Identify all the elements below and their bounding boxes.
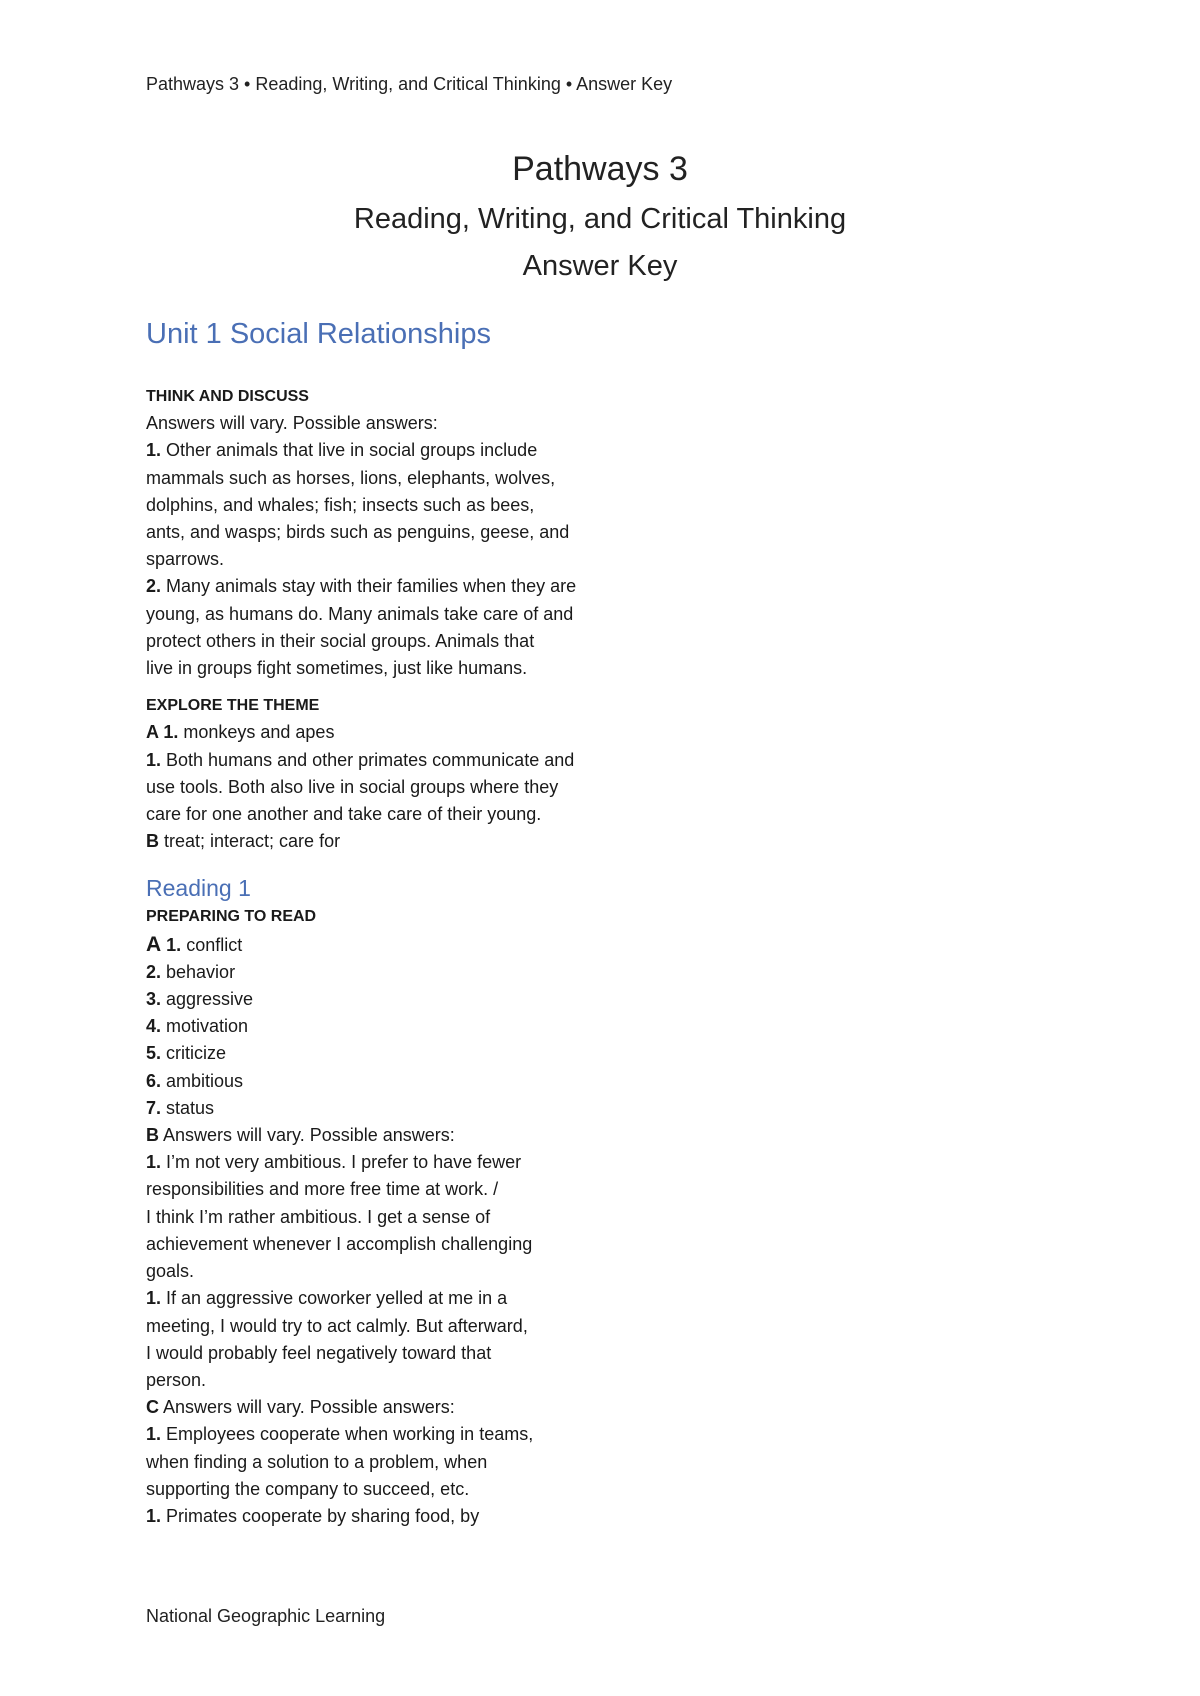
answer-line: achievement whenever I accomplish challenging <box>146 1233 533 1254</box>
reading-1-heading: Reading 1 <box>146 875 251 902</box>
answer-line <box>146 719 666 746</box>
document-title: Pathways 3 <box>512 150 688 188</box>
vocab-item <box>146 1040 666 1067</box>
answer-line: care for one another and take care of their young. <box>146 804 542 825</box>
item-label: A <box>146 932 162 956</box>
answer-line: I think I’m rather ambitious. I get a sense of <box>146 1206 491 1227</box>
answer-line: when finding a solution to a problem, when <box>146 1451 488 1472</box>
item-number: 1. <box>146 1288 162 1309</box>
answer-line: ants, and wasps; birds such as penguins, geese, and <box>146 522 570 543</box>
item-label: A 1. <box>146 722 179 743</box>
answer-text: Employees cooperate when working in teams, <box>161 1424 534 1445</box>
answer-line: live in groups fight sometimes, just like humans. <box>146 658 528 679</box>
answer-text: Many animals stay with their families when they are <box>161 576 577 597</box>
answer-text: I’m not very ambitious. I prefer to have fewer <box>161 1152 522 1173</box>
answer-line: person. <box>146 1369 207 1390</box>
item-number: 1. <box>146 1152 162 1173</box>
answer-line <box>146 1421 666 1448</box>
vocab-item <box>146 1068 666 1095</box>
item-number: 5. <box>146 1043 162 1064</box>
item-number: 1. <box>146 1424 162 1445</box>
spacer <box>146 855 666 865</box>
answer-text: Other animals that live in social groups include <box>161 440 538 461</box>
document-subtitle: Reading, Writing, and Critical Thinking <box>353 203 847 235</box>
item-number: 1. <box>146 1505 162 1526</box>
answer-line: dolphins, and whales; fish; insects such as bees, <box>146 494 535 515</box>
answer-line: meeting, I would try to act calmly. But afterward, <box>146 1315 528 1336</box>
answer-line: protect others in their social groups. Animals that <box>146 630 535 651</box>
item-label: B <box>146 1125 159 1146</box>
unit-heading: Unit 1 Social Relationships <box>146 318 491 350</box>
answer-line: goals. <box>146 1261 195 1282</box>
vocab-word: aggressive <box>161 989 254 1010</box>
document-subtitle-answer-key: Answer Key <box>522 250 678 282</box>
answer-text: treat; interact; care for <box>159 831 341 852</box>
vocab-item <box>146 986 666 1013</box>
item-number: 1. <box>146 440 162 461</box>
item-label: B <box>146 831 159 852</box>
answer-text: conflict <box>181 934 243 955</box>
section-title-think-discuss: THINK AND DISCUSS <box>146 388 309 405</box>
vocab-word: status <box>161 1097 215 1118</box>
answer-content <box>146 383 666 1530</box>
answer-line <box>146 747 666 774</box>
answer-line: responsibilities and more free time at work. / <box>146 1179 499 1200</box>
vocab-word: criticize <box>161 1043 227 1064</box>
answer-text: monkeys and apes <box>178 722 335 743</box>
item-number: 4. <box>146 1016 162 1037</box>
section-title-preparing-to-read: PREPARING TO READ <box>146 908 317 926</box>
answer-line: sparrows. <box>146 549 225 570</box>
answer-line: young, as humans do. Many animals take care of and <box>146 603 574 624</box>
page-footer: National Geographic Learning <box>146 1606 386 1626</box>
item-number: 7. <box>146 1097 162 1118</box>
answer-line <box>146 1285 666 1312</box>
answer-line <box>146 828 666 855</box>
answer-text: Both humans and other primates communicate and <box>161 749 575 770</box>
item-number: 3. <box>146 989 162 1010</box>
answer-line <box>146 437 666 464</box>
item-number: 1. <box>161 934 182 955</box>
vocab-word: motivation <box>161 1016 249 1037</box>
answer-line: use tools. Both also live in social groups where they <box>146 776 559 797</box>
running-header: Pathways 3 • Reading, Writing, and Critical Thinking • Answer Key <box>146 74 673 94</box>
vocab-word: behavior <box>161 961 236 982</box>
answer-line: Answers will vary. Possible answers: <box>146 413 438 434</box>
item-label: C <box>146 1397 159 1418</box>
answer-line <box>146 1503 666 1530</box>
item-number: 6. <box>146 1070 162 1091</box>
answer-line: supporting the company to succeed, etc. <box>146 1478 470 1499</box>
item-number: 1. <box>146 749 162 770</box>
answer-text: Answers will vary. Possible answers: <box>159 1125 455 1146</box>
answer-line <box>146 1394 666 1421</box>
answer-line: mammals such as horses, lions, elephants, wolves, <box>146 467 556 488</box>
vocab-item <box>146 1013 666 1040</box>
answer-text: Answers will vary. Possible answers: <box>159 1397 455 1418</box>
answer-text: Primates cooperate by sharing food, by <box>161 1505 480 1526</box>
answer-line <box>146 573 666 600</box>
vocab-item <box>146 1095 666 1122</box>
answer-text: If an aggressive coworker yelled at me in a <box>161 1288 508 1309</box>
item-number: 2. <box>146 576 162 597</box>
answer-line <box>146 1149 666 1176</box>
answer-line: I would probably feel negatively toward that <box>146 1342 492 1363</box>
vocab-word: ambitious <box>161 1070 244 1091</box>
spacer <box>146 682 666 692</box>
answer-line <box>146 1122 666 1149</box>
answer-line <box>146 931 666 959</box>
section-title-explore-theme: EXPLORE THE THEME <box>146 697 320 715</box>
item-number: 2. <box>146 961 162 982</box>
vocab-item <box>146 959 666 986</box>
